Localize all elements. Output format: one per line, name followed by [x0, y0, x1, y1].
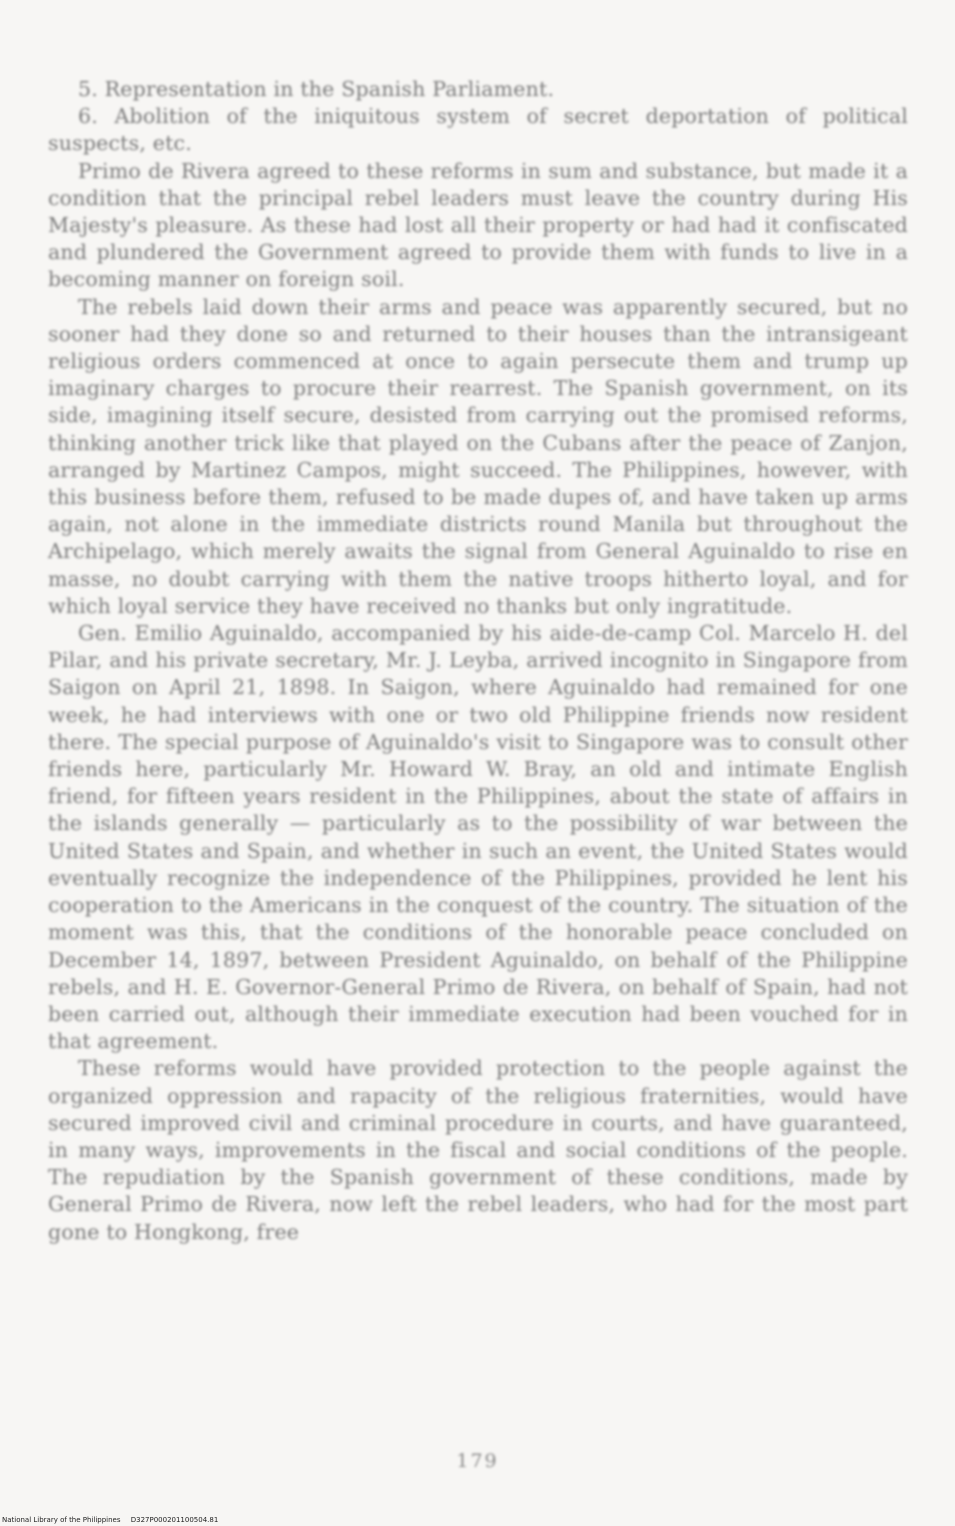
document-code: D327P000201100504.81 [130, 1516, 219, 1524]
footer-credit [2, 1516, 218, 1524]
paragraph-primo-de-rivera: Primo de Rivera agreed to these reforms in sum and substance, but made it a condition that the principal rebel leaders must leave the country during His Majesty's pleasure. As these had lost all their property or had had it confiscated and plundered the Government agreed to provide them with funds to live in a becoming manner on foreign soil. [48, 158, 908, 292]
paragraph-item-6: 6. Abolition of the iniquitous system of secret deportation of political suspects, etc. [48, 104, 908, 156]
body-text [48, 76, 908, 1246]
paragraph-reforms: These reforms would have provided protection to the people against the organized oppression and rapacity of the religious fraternities, would have secured improved civil and criminal procedure in courts, and have guaranteed, in many ways, improvements in the fiscal and social conditions of the people. The repudiation by the Spanish government of these conditions, made by General Primo de Rivera, now left the rebel leaders, who had for the most part gone to Hongkong, free [48, 1056, 908, 1244]
library-credit: National Library of the Philippines [2, 1516, 121, 1524]
paragraph-item-5: 5. Representation in the Spanish Parliament. [78, 77, 555, 101]
paragraph-aguinaldo: Gen. Emilio Aguinaldo, accompanied by his aide-de-camp Col. Marcelo H. del Pilar, and his private secretary, Mr. J. Leyba, arrived incognito in Singapore from Saigon on April 21, 1898. In Saigon, where Aguinaldo had remained for one week, he had interviews with one or two old Philippine friends now resident there. The special purpose of Aguinaldo's visit to Singapore was to consult other friends here, particularly Mr. Howard W. Bray, an old and intimate English friend, for fifteen years resident in the Philippines, about the state of affairs in the islands generally — particularly as to the possibility of war between the United States and Spain, and whether in such an event, the United States would eventually recognize the independence of the Philippines, provided he lent his cooperation to the Americans in the conquest of the country. The situation of the moment was this, that the conditions of the honorable peace concluded on December 14, 1897, between President Aguinaldo, on behalf of the Philippine rebels, and H. E. Governor-General Primo de Rivera, on behalf of Spain, had not been carried out, although their immediate execution had been vouched for in that agreement. [48, 621, 908, 1054]
page-number: 179 [456, 1450, 499, 1472]
paragraph-rebels: The rebels laid down their arms and peace was apparently secured, but no sooner had they done so and returned to their houses than the intransigeant religious orders commenced at once to again persecute them and trump up imaginary charges to procure their rearrest. The Spanish government, on its side, imagining itself secure, desisted from carrying out the promised reforms, thinking another trick like that played on the Cubans after the peace of Zanjon, arranged by Martinez Campos, might succeed. The Philippines, however, with this business before them, refused to be made dupes of, and have taken up arms again, not alone in the immediate districts round Manila but throughout the Archipelago, which merely awaits the signal from General Aguinaldo to rise en masse, no doubt carrying with them the native troops hitherto loyal, and for which loyal service they have received no thanks but only ingratitude. [48, 294, 908, 618]
